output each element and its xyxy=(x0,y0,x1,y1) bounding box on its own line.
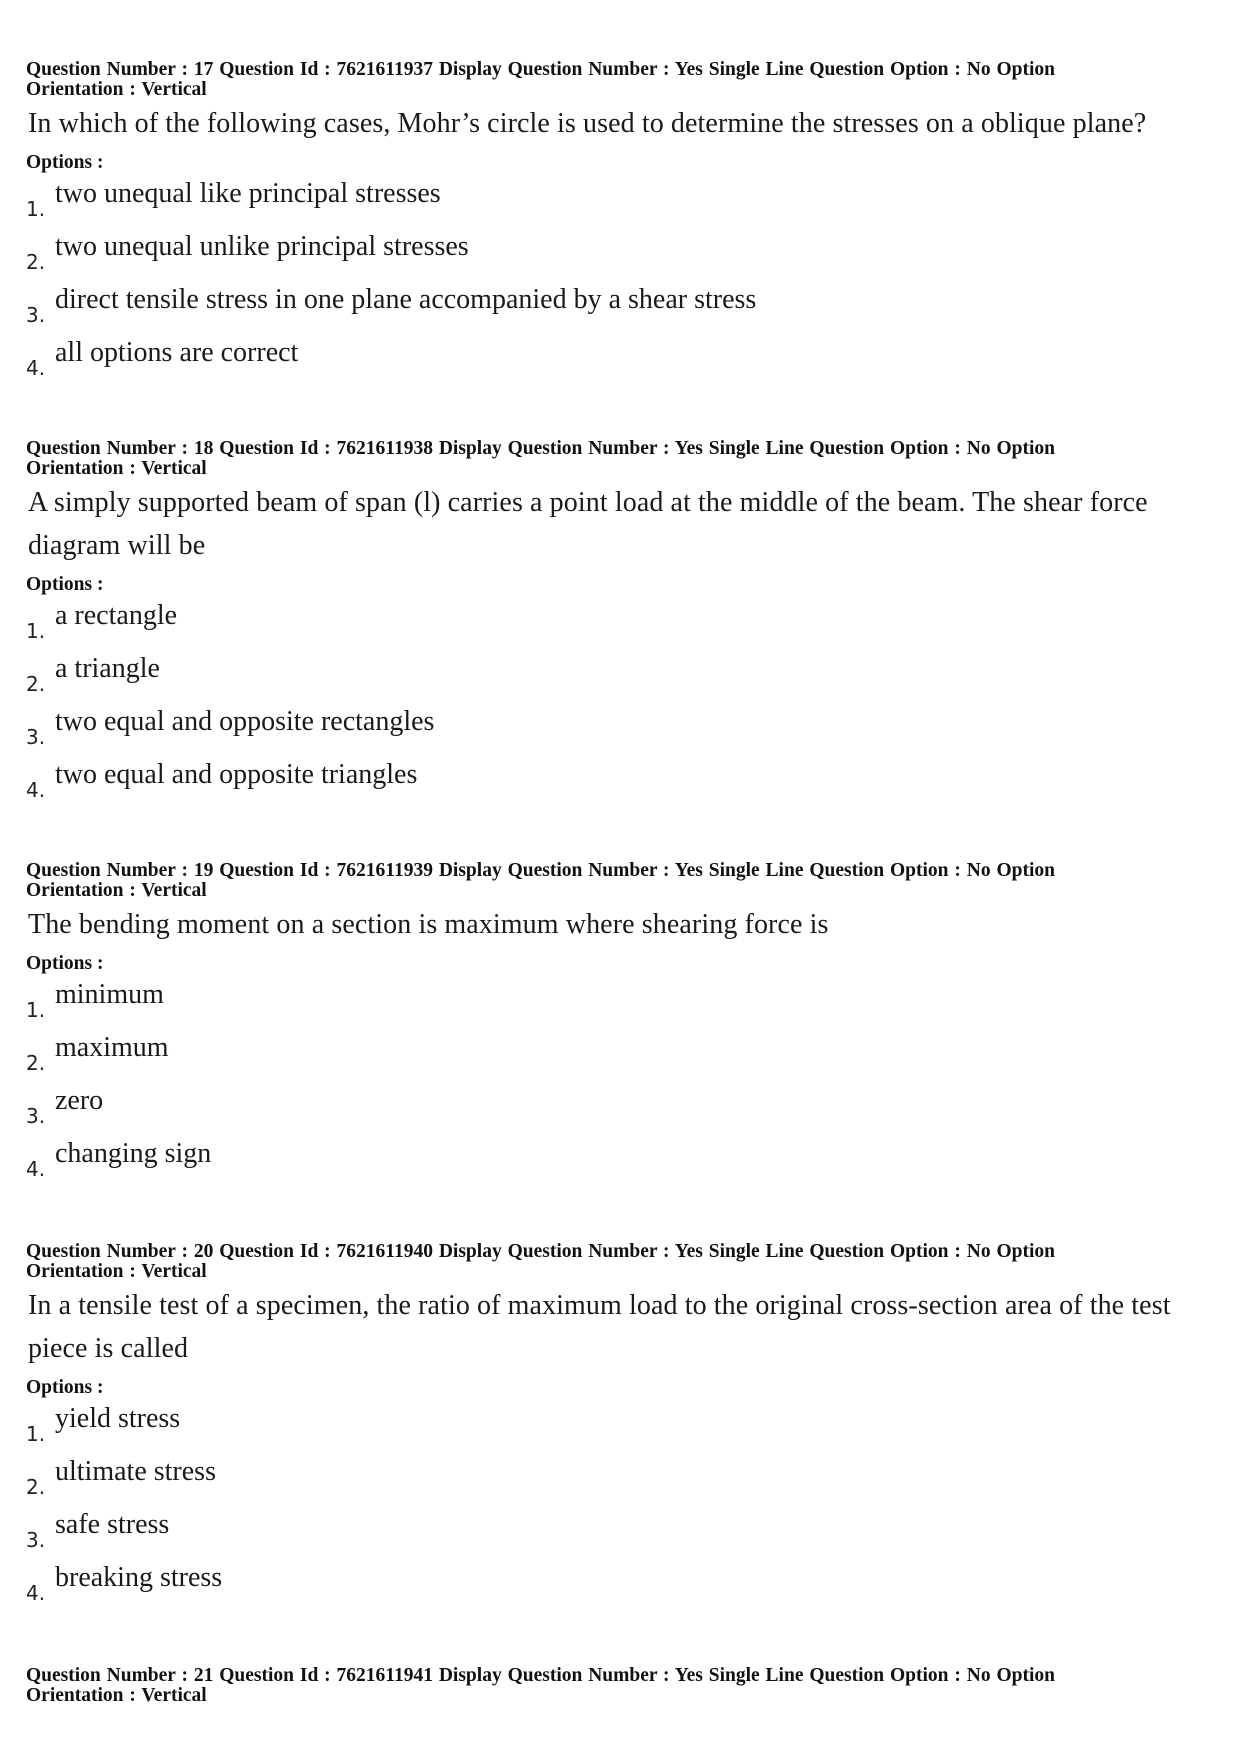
option-number: 3. xyxy=(26,303,46,327)
question-meta xyxy=(26,861,1146,901)
option-1 xyxy=(26,1400,1216,1453)
option-number: 3. xyxy=(26,1528,46,1552)
option-text: two equal and opposite rectangles xyxy=(55,706,435,737)
option-number: 4. xyxy=(26,1157,46,1181)
question-meta xyxy=(26,1666,1146,1706)
question-meta-line2: Orientation : Vertical xyxy=(26,880,207,901)
options-label: Options : xyxy=(26,152,104,173)
option-number: 4. xyxy=(26,778,46,802)
option-4 xyxy=(26,1135,1216,1188)
question-meta-line1: Question Number : 21 Question Id : 7621611941 Display Question Number : Yes Single Line Question Option : No Option xyxy=(26,1665,1055,1686)
option-2 xyxy=(26,1453,1216,1506)
options-label: Options : xyxy=(26,953,104,974)
option-text: direct tensile stress in one plane accompanied by a shear stress xyxy=(55,284,757,315)
question-18 xyxy=(26,439,1216,809)
question-paper-page xyxy=(26,60,1216,1706)
option-number: 2. xyxy=(26,1051,46,1075)
option-4 xyxy=(26,334,1216,387)
option-text: minimum xyxy=(55,979,164,1010)
question-17 xyxy=(26,60,1216,387)
option-text: two unequal like principal stresses xyxy=(55,178,441,209)
option-text: a triangle xyxy=(55,653,160,684)
options-label: Options : xyxy=(26,574,104,595)
question-meta-line1: Question Number : 20 Question Id : 7621611940 Display Question Number : Yes Single Line Question Option : No Option xyxy=(26,1241,1055,1262)
question-stem: In a tensile test of a specimen, the ratio of maximum load to the original cross-section area of the test piece is called xyxy=(28,1290,1171,1364)
options-label: Options : xyxy=(26,1377,104,1398)
option-text: safe stress xyxy=(55,1509,170,1540)
option-1 xyxy=(26,175,1216,228)
option-text: maximum xyxy=(55,1032,169,1063)
option-2 xyxy=(26,228,1216,281)
option-number: 1. xyxy=(26,619,46,643)
option-text: breaking stress xyxy=(55,1562,223,1593)
question-meta-line2: Orientation : Vertical xyxy=(26,458,207,479)
option-text: changing sign xyxy=(55,1138,212,1169)
option-number: 2. xyxy=(26,1475,46,1499)
option-4 xyxy=(26,1559,1216,1612)
option-text: yield stress xyxy=(55,1403,181,1434)
option-number: 1. xyxy=(26,1422,46,1446)
question-meta-line1: Question Number : 18 Question Id : 7621611938 Display Question Number : Yes Single Line Question Option : No Option xyxy=(26,438,1055,459)
question-meta xyxy=(26,1242,1146,1282)
option-number: 4. xyxy=(26,1581,46,1605)
option-text: two equal and opposite triangles xyxy=(55,759,418,790)
option-4 xyxy=(26,756,1216,809)
option-2 xyxy=(26,1029,1216,1082)
question-stem: The bending moment on a section is maximum where shearing force is xyxy=(28,909,829,940)
option-3 xyxy=(26,1506,1216,1559)
option-3 xyxy=(26,281,1216,334)
question-20 xyxy=(26,1242,1216,1612)
question-meta xyxy=(26,439,1146,479)
question-meta-line2: Orientation : Vertical xyxy=(26,1685,207,1706)
option-number: 2. xyxy=(26,672,46,696)
option-3 xyxy=(26,1082,1216,1135)
option-3 xyxy=(26,703,1216,756)
question-meta-line2: Orientation : Vertical xyxy=(26,1261,207,1282)
option-1 xyxy=(26,976,1216,1029)
option-text: two unequal unlike principal stresses xyxy=(55,231,469,262)
question-stem: In which of the following cases, Mohr’s circle is used to determine the stresses on a oblique plane? xyxy=(28,108,1147,139)
question-meta-line1: Question Number : 17 Question Id : 7621611937 Display Question Number : Yes Single Line Question Option : No Option xyxy=(26,59,1055,80)
option-number: 2. xyxy=(26,250,46,274)
option-text: ultimate stress xyxy=(55,1456,216,1487)
question-19 xyxy=(26,861,1216,1188)
option-1 xyxy=(26,597,1216,650)
option-2 xyxy=(26,650,1216,703)
option-number: 1. xyxy=(26,998,46,1022)
question-21 xyxy=(26,1666,1216,1706)
option-text: zero xyxy=(55,1085,104,1116)
question-meta xyxy=(26,60,1146,100)
option-number: 4. xyxy=(26,356,46,380)
option-number: 3. xyxy=(26,1104,46,1128)
option-number: 1. xyxy=(26,197,46,221)
option-text: a rectangle xyxy=(55,600,178,631)
option-text: all options are correct xyxy=(55,337,299,368)
question-stem: A simply supported beam of span (l) carries a point load at the middle of the beam. The shear force diagram will be xyxy=(28,487,1148,561)
option-number: 3. xyxy=(26,725,46,749)
question-meta-line2: Orientation : Vertical xyxy=(26,79,207,100)
question-meta-line1: Question Number : 19 Question Id : 7621611939 Display Question Number : Yes Single Line Question Option : No Option xyxy=(26,860,1055,881)
